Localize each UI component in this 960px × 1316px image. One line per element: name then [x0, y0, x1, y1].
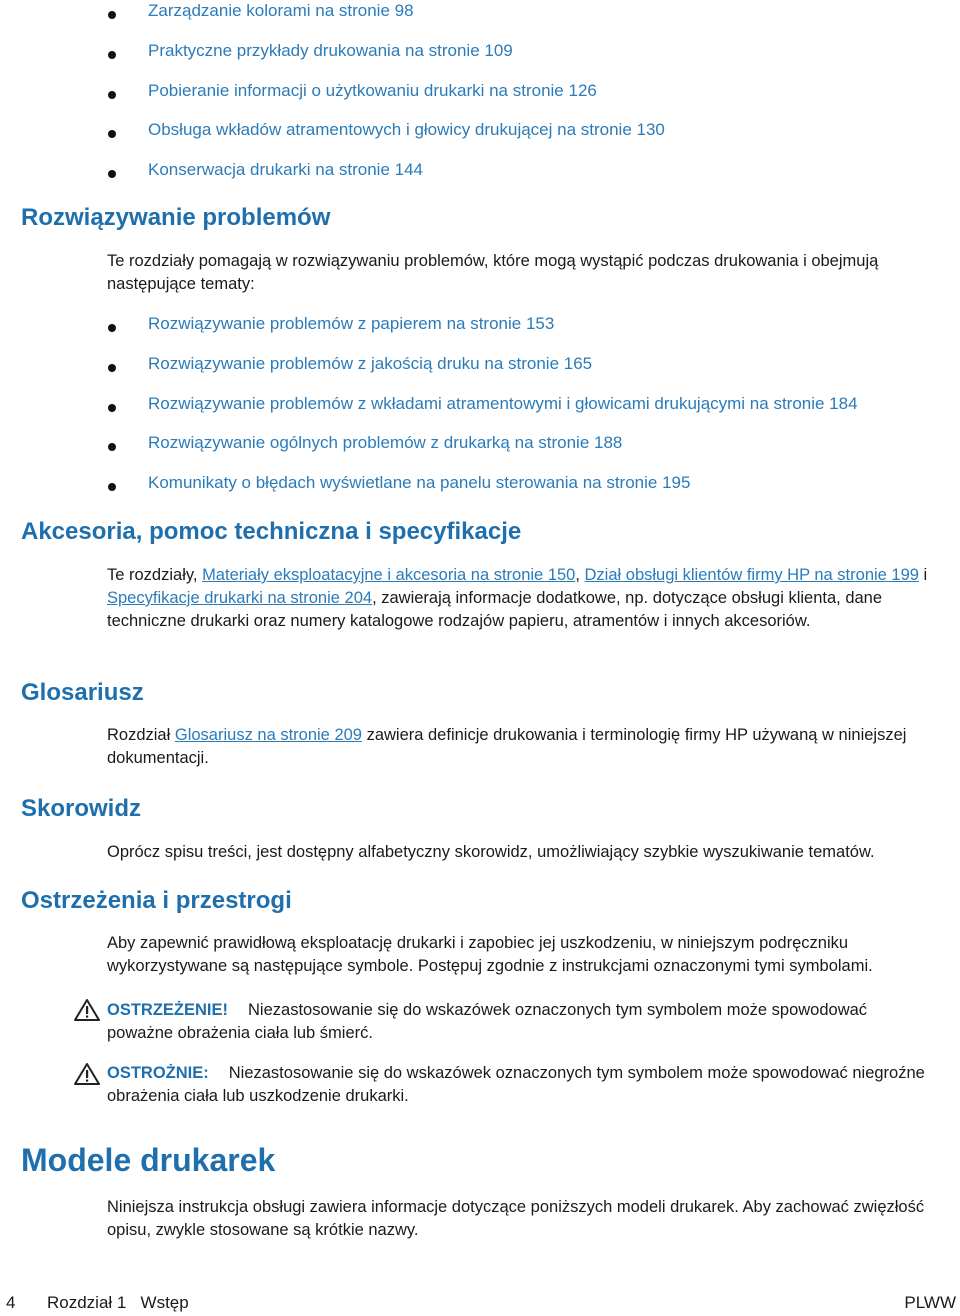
- link-color-management[interactable]: Zarządzanie kolorami na stronie 98: [148, 1, 414, 20]
- link-paper-problems[interactable]: Rozwiązywanie problemów z papierem na stronie 153: [148, 314, 555, 333]
- list-item: [108, 393, 948, 433]
- top-link-list: [108, 0, 948, 199]
- bullet-icon: [108, 404, 116, 412]
- accessories-heading: Akcesoria, pomoc techniczna i specyfikacje: [21, 518, 522, 545]
- bullet-icon: [108, 91, 116, 99]
- text-span: ,: [575, 566, 585, 584]
- caution-label: OSTROŻNIE:: [107, 1064, 209, 1082]
- link-printing-examples[interactable]: Praktyczne przykłady drukowania na stronie 109: [148, 40, 513, 60]
- warning-triangle-icon: [74, 998, 100, 1022]
- glossary-heading: Glosariusz: [21, 679, 144, 706]
- link-print-quality[interactable]: Rozwiązywanie problemów z jakością druku na stronie 165: [148, 353, 593, 373]
- link-hp-support[interactable]: Dział obsługi klientów firmy HP na stronie 199: [584, 566, 919, 584]
- bullet-icon: [108, 170, 116, 178]
- bullet-icon: [108, 324, 116, 332]
- link-maintenance[interactable]: Konserwacja drukarki na stronie 144: [148, 160, 423, 180]
- troubleshooting-intro: Te rozdziały pomagają w rozwiązywaniu problemów, które mogą wystąpić podczas drukowania i obejmują następujące tematy:: [107, 252, 879, 293]
- bullet-icon: [108, 51, 116, 59]
- caution-text: Niezastosowanie się do wskazówek oznaczonych tym symbolem może spowodować niegroźne obrażenia ciała lub uszkodzenie drukarki.: [107, 1064, 925, 1105]
- warnings-heading: Ostrzeżenia i przestrogi: [21, 887, 292, 914]
- text-span: Te rozdziały,: [107, 566, 203, 584]
- link-cartridge-problems[interactable]: Rozwiązywanie problemów z wkładami atramentowymi i głowicami drukującymi na stronie 184: [148, 393, 858, 413]
- troubleshooting-heading: Rozwiązywanie problemów: [21, 204, 331, 231]
- link-ink-cartridges[interactable]: Obsługa wkładów atramentowych i głowicy drukującej na stronie 130: [148, 120, 665, 140]
- bullet-icon: [108, 130, 116, 138]
- list-item: [108, 432, 948, 472]
- link-error-messages[interactable]: Komunikaty o błędach wyświetlane na panelu sterowania na stronie 195: [148, 473, 691, 493]
- warning-note: [107, 999, 937, 1045]
- list-item: [108, 159, 948, 199]
- bullet-icon: [108, 443, 116, 451]
- footer-chapter: Rozdział 1 Wstęp: [47, 1293, 189, 1312]
- list-item: [108, 313, 948, 353]
- bullet-icon: [108, 364, 116, 372]
- list-item: [108, 472, 948, 512]
- list-item: [108, 80, 948, 120]
- bullet-icon: [108, 11, 116, 19]
- warnings-paragraph: Aby zapewnić prawidłową eksploatację drukarki i zapobiec jej uszkodzeniu, w niniejszym podręczniku wykorzystywane są następujące symbole. Postępuj zgodnie z instrukcjami oznaczonymi tymi symbolami.: [107, 934, 873, 975]
- troubleshooting-link-list: [108, 313, 948, 512]
- list-item: [108, 0, 948, 40]
- footer-lang-code: PLWW: [904, 1293, 956, 1312]
- link-supplies[interactable]: Materiały eksploatacyjne i akcesoria na stronie 150: [202, 566, 576, 584]
- text-span: Rozdział: [107, 726, 175, 744]
- text-span: , zawierają informacje dodatkowe, np. dotyczące obsługi klienta, dane techniczne drukarki oraz numery katalogowe rodzajów papieru, atramentów i innych akcesoriów.: [107, 589, 883, 630]
- models-paragraph: Niniejsza instrukcja obsługi zawiera informacje dotyczące poniższych modeli drukarek. Aby zachować zwięzłość opisu, zwykle stosowane są krótkie nazwy.: [107, 1198, 925, 1239]
- link-usage-info[interactable]: Pobieranie informacji o użytkowaniu drukarki na stronie 126: [148, 80, 597, 100]
- list-item: [108, 119, 948, 159]
- index-heading: Skorowidz: [21, 795, 142, 822]
- glossary-paragraph: [107, 724, 937, 770]
- link-glossary[interactable]: Glosariusz na stronie 209: [174, 726, 362, 744]
- footer-page-number: 4: [6, 1293, 16, 1312]
- warning-label: OSTRZEŻENIE!: [107, 1001, 229, 1019]
- caution-triangle-icon: [74, 1062, 100, 1086]
- bullet-icon: [108, 483, 116, 491]
- link-specifications[interactable]: Specyfikacje drukarki na stronie 204: [107, 589, 373, 607]
- warning-text: Niezastosowanie się do wskazówek oznaczonych tym symbolem może spowodować poważne obrażenia ciała lub śmierć.: [107, 1001, 868, 1042]
- link-general-problems[interactable]: Rozwiązywanie ogólnych problemów z drukarką na stronie 188: [148, 433, 623, 453]
- accessories-paragraph: [107, 564, 937, 633]
- caution-note: [107, 1062, 937, 1108]
- models-heading: Modele drukarek: [21, 1142, 276, 1178]
- text-span: zawiera definicje drukowania i terminologię firmy HP używaną w niniejszej dokumentacji.: [107, 726, 907, 767]
- text-span: i: [918, 566, 928, 584]
- list-item: [108, 353, 948, 393]
- index-paragraph: Oprócz spisu treści, jest dostępny alfabetyczny skorowidz, umożliwiający szybkie wyszukiwanie tematów.: [107, 843, 875, 861]
- list-item: [108, 40, 948, 80]
